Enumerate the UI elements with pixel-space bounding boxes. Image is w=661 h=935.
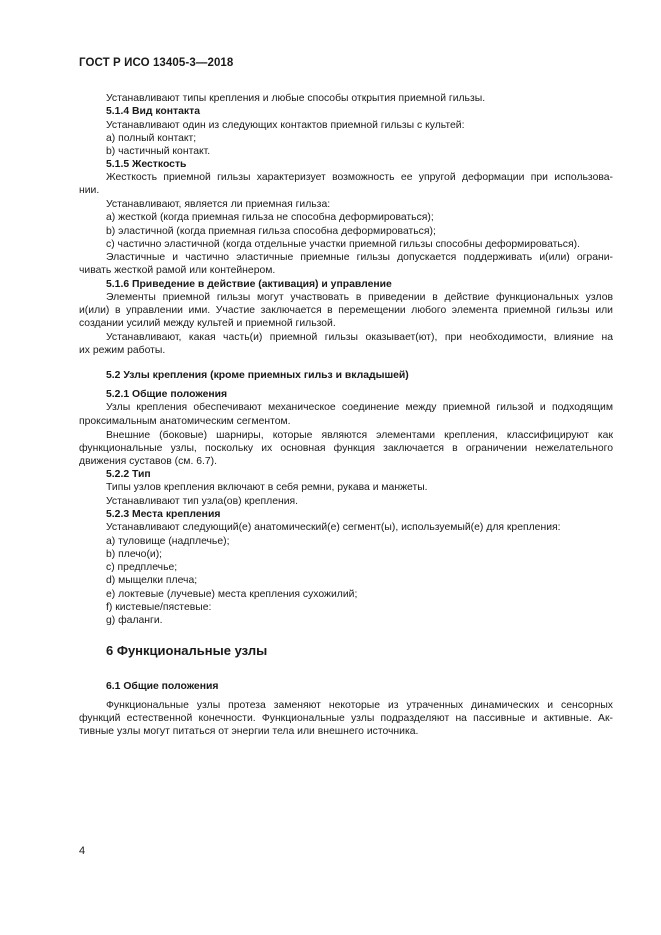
section-heading-5-2-3: 5.2.3 Места крепления [106, 509, 221, 520]
section-heading-5-1-6: 5.1.6 Приведение в действие (активация) и управление [106, 279, 392, 290]
section-heading-5-2-2: 5.2.2 Тип [106, 469, 151, 480]
list-item: a) туловище (надплечье); [106, 536, 230, 547]
section-heading-5-1-5: 5.1.5 Жесткость [106, 159, 187, 170]
text-line: тивные узлы могут питаться от энергии тела или внешнего источника. [79, 726, 419, 737]
section-heading-6: 6 Функциональные узлы [106, 643, 268, 658]
text-line: их режим работы. [79, 345, 166, 356]
section-heading-5-1-4: 5.1.4 Вид контакта [106, 106, 200, 117]
text-line: нии. [79, 185, 100, 196]
text-line: Устанавливают, является ли приемная гильза: [106, 199, 331, 210]
text-line: чивать жесткой рамой или контейнером. [79, 265, 276, 276]
list-item: a) полный контакт; [106, 133, 197, 144]
text-line: проксимальным анатомическим сегментом. [79, 416, 291, 427]
text-line: Устанавливают один из следующих контактов приемной гильзы с культей: [106, 120, 465, 131]
list-item: f) кистевые/пястевые: [106, 602, 212, 613]
text-line: Элементы приемной гильзы могут участвовать в приведении в действие функциональных узлов [106, 292, 613, 303]
text-line: Типы узлов крепления включают в себя ремни, рукава и манжеты. [106, 482, 428, 493]
list-item: g) фаланги. [106, 615, 163, 626]
text-line: Устанавливают, какая часть(и) приемной гильзы оказывает(ют), при необходимости, влияние на [106, 332, 613, 343]
text-line: Устанавливают следующий(е) анатомический(е) сегмент(ы), используемый(е) для крепления: [106, 522, 561, 533]
page-number: 4 [79, 845, 86, 857]
text-line: функциональные узлы, поскольку их основная функция заключается в ограничении нежелательного [79, 443, 613, 454]
text-line: Устанавливают тип узла(ов) крепления. [106, 496, 299, 507]
list-item: a) жесткой (когда приемная гильза не способна деформироваться); [106, 212, 434, 223]
text-line: Жесткость приемной гильзы характеризует возможность ее упругой деформации при использова- [106, 172, 613, 183]
list-item: e) локтевые (лучевые) места крепления сухожилий; [106, 589, 358, 600]
list-item: c) предплечье; [106, 562, 178, 573]
list-item: b) плечо(и); [106, 549, 163, 560]
text-line: функций естественной конечности. Функциональные узлы подразделяют на пассивные и активные. Ак- [79, 713, 613, 724]
section-heading-5-2: 5.2 Узлы крепления (кроме приемных гильз и вкладышей) [106, 370, 409, 381]
text-line: Устанавливают типы крепления и любые способы открытия приемной гильзы. [106, 93, 486, 104]
section-heading-6-1: 6.1 Общие положения [106, 681, 219, 692]
text-line: Узлы крепления обеспечивают механическое соединение между приемной гильзой и подходящим [106, 402, 613, 413]
list-item: b) эластичной (когда приемная гильза способна деформироваться); [106, 226, 436, 237]
list-item: c) частично эластичной (когда отдельные участки приемной гильзы способны деформироваться). [106, 239, 580, 250]
text-line: и(или) в управлении ими. Участие заключается в перемещении любого элемента приемной гильзы или [79, 305, 613, 316]
document-header: ГОСТ Р ИСО 13405-3—2018 [79, 57, 234, 69]
text-line: создании усилий между культей и приемной гильзой. [79, 318, 336, 329]
text-line: Внешние (боковые) шарниры, которые являются элементами крепления, классифицируют как [106, 430, 613, 441]
list-item: d) мыщелки плеча; [106, 575, 198, 586]
text-line: Эластичные и частично эластичные приемные гильзы допускается поддерживать и(или) ограни- [106, 252, 613, 263]
text-line: Функциональные узлы протеза заменяют некоторые из утраченных динамических и сенсорных [106, 700, 613, 711]
text-line: движения суставов (см. 6.7). [79, 456, 218, 467]
list-item: b) частичный контакт. [106, 146, 211, 157]
section-heading-5-2-1: 5.2.1 Общие положения [106, 389, 228, 400]
